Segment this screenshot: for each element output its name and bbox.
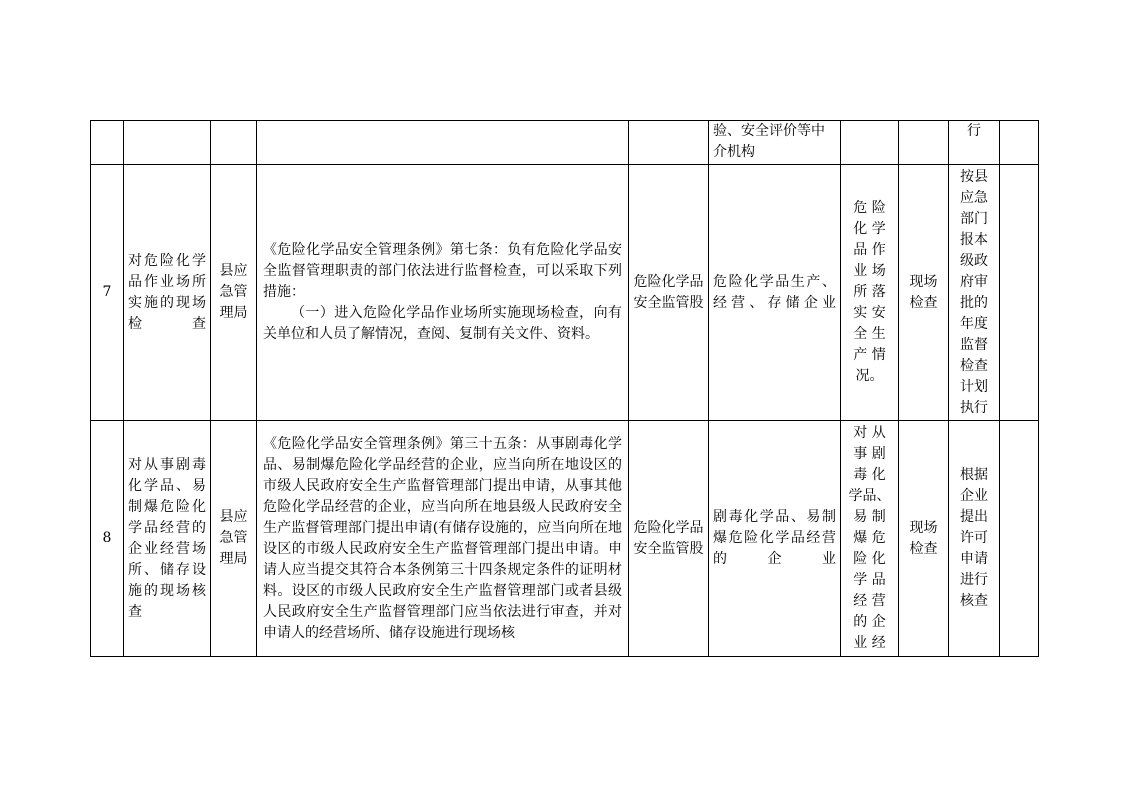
cell-basis — [257, 421, 629, 657]
cell-method: 现场检查 — [899, 165, 949, 421]
cell-standard: 按县 应急 部门 报本 级政 府审 批的 年度 监督 检查 计划 执行 — [949, 165, 1000, 421]
basis-paragraph: 《危险化学品安全管理条例》第七条：负有危险化学品安全监督管理职责的部门依法进行监督检查，可以采取下列措施： — [263, 242, 622, 300]
cell-content — [841, 121, 899, 165]
cell-remark — [1000, 121, 1039, 165]
object-text: 验、安全评价等中介机构 — [713, 123, 825, 160]
cell-standard: 根据 企业 提出 许可 申请 进行 核查 — [949, 421, 1000, 657]
standard-text: 行 — [967, 123, 981, 139]
cell-no: 8 — [91, 421, 124, 657]
cell-item: 对危险化学品作业场所实施的现场检查 — [124, 165, 211, 421]
cell-content: 对 从 事 剧 毒 化 学品、 易 制 爆 危 险 化 学 品 经 营 的 企 业 经 — [841, 421, 899, 657]
cell-method: 现场检查 — [899, 421, 949, 657]
cell-no: 7 — [91, 165, 124, 421]
table-row — [91, 165, 1039, 421]
table-row — [91, 121, 1039, 165]
table-row — [91, 421, 1039, 657]
cell-method — [899, 121, 949, 165]
cell-remark — [1000, 165, 1039, 421]
cell-basis — [257, 121, 629, 165]
cell-content: 危 险 化 学 品 作 业 场 所 落 实 安 全 生 产 情 况。 — [841, 165, 899, 421]
cell-item — [124, 121, 211, 165]
cell-dept: 县应急管理局 — [211, 421, 257, 657]
cell-no — [91, 121, 124, 165]
cell-basis — [257, 165, 629, 421]
cell-object — [709, 121, 841, 165]
cell-remark — [1000, 421, 1039, 657]
basis-paragraph: （一）进入危险化学品作业场所实施现场检查，向有关单位和人员了解情况，查阅、复制有关文件、资料。 — [263, 305, 622, 342]
basis-paragraph: 《危险化学品安全管理条例》第三十五条：从事剧毒化学品、易制爆危险化学品经营的企业，应当向所在地设区的市级人民政府安全生产监督管理部门提出申请，从事其他危险化学品经营的企业，应当向所在地县级人民政府安全生产监督管理部门提出申请(有储存设施的，应当向所在地设区的市级人民政府安全生产监督管理部门提出申请。申请人应当提交其符合本条例第三十四条规定条件的证明材料。设区的市级人民政府安全生产监督管理部门或者县级人民政府安全生产监督管理部门应当依法进行审查，并对申请人的经营场所、储存设施进行现场核 — [263, 435, 622, 641]
cell-unit: 危险化学品安全监管股 — [629, 165, 709, 421]
supervision-items-table — [90, 120, 1039, 657]
cell-unit: 危险化学品安全监管股 — [629, 421, 709, 657]
cell-unit — [629, 121, 709, 165]
cell-dept: 县应急管理局 — [211, 165, 257, 421]
cell-standard — [949, 121, 1000, 165]
cell-object: 危险化学品生产、经营、存储企业 — [709, 165, 841, 421]
cell-object: 剧毒化学品、易制爆危险化学品经营的企业 — [709, 421, 841, 657]
cell-item: 对从事剧毒化学品、易制爆危险化学品经营的企业经营场所、储存设施的现场核查 — [124, 421, 211, 657]
cell-dept — [211, 121, 257, 165]
